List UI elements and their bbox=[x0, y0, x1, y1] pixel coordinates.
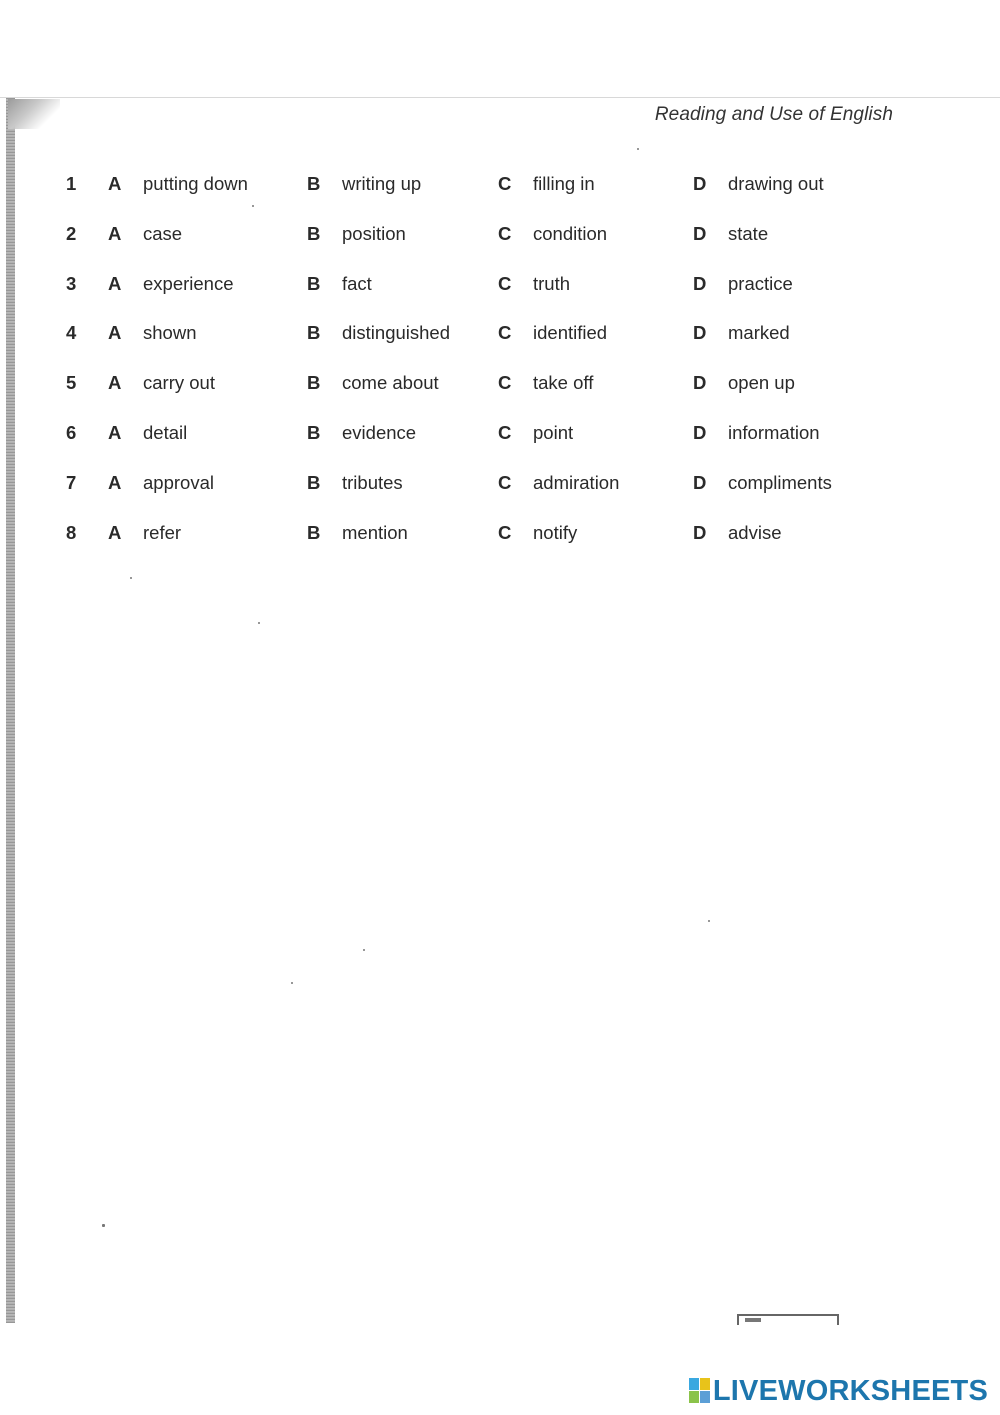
option-letter-a: A bbox=[108, 372, 122, 393]
question-number: 5 bbox=[66, 372, 77, 393]
option-text-b[interactable]: fact bbox=[342, 273, 372, 294]
option-letter-b: B bbox=[307, 223, 321, 244]
option-letter-c: C bbox=[498, 522, 512, 543]
option-letter-a: A bbox=[108, 522, 122, 543]
option-letter-d: D bbox=[693, 522, 707, 543]
option-text-b[interactable]: evidence bbox=[342, 422, 417, 443]
page-top-edge bbox=[0, 97, 1000, 98]
option-text-c[interactable]: admiration bbox=[533, 472, 620, 493]
option-text-b[interactable]: position bbox=[342, 223, 406, 244]
option-letter-a: A bbox=[108, 223, 122, 244]
scan-speck bbox=[708, 920, 710, 922]
option-text-c[interactable]: filling in bbox=[533, 173, 595, 194]
option-letter-c: C bbox=[498, 322, 512, 343]
option-letter-b: B bbox=[307, 422, 321, 443]
option-letter-b: B bbox=[307, 322, 321, 343]
question-number: 6 bbox=[66, 422, 77, 443]
option-letter-b: B bbox=[307, 472, 321, 493]
option-letter-d: D bbox=[693, 372, 707, 393]
question-number: 2 bbox=[66, 223, 77, 244]
scan-speck bbox=[363, 949, 365, 951]
option-text-d[interactable]: open up bbox=[728, 372, 795, 393]
option-text-a[interactable]: shown bbox=[143, 322, 197, 343]
scan-speck bbox=[102, 1224, 105, 1227]
question-number: 1 bbox=[66, 173, 77, 194]
option-letter-d: D bbox=[693, 273, 707, 294]
option-text-d[interactable]: drawing out bbox=[728, 173, 824, 194]
option-text-c[interactable]: identified bbox=[533, 322, 608, 343]
option-letter-b: B bbox=[307, 522, 321, 543]
option-text-d[interactable]: advise bbox=[728, 522, 782, 543]
question-number: 3 bbox=[66, 273, 77, 294]
option-text-c[interactable]: point bbox=[533, 422, 574, 443]
scan-shadow-edge bbox=[6, 98, 15, 1323]
question-number: 8 bbox=[66, 522, 77, 543]
page-stamp-mark bbox=[745, 1318, 761, 1322]
option-letter-a: A bbox=[108, 273, 122, 294]
option-text-d[interactable]: state bbox=[728, 223, 769, 244]
option-text-a[interactable]: approval bbox=[143, 472, 214, 493]
option-letter-d: D bbox=[693, 322, 707, 343]
option-letter-a: A bbox=[108, 173, 122, 194]
option-text-d[interactable]: practice bbox=[728, 273, 793, 294]
option-letter-c: C bbox=[498, 223, 512, 244]
option-letter-d: D bbox=[693, 223, 707, 244]
scan-speck bbox=[258, 622, 260, 624]
scan-speck bbox=[291, 982, 293, 984]
option-text-b[interactable]: tributes bbox=[342, 472, 403, 493]
option-letter-c: C bbox=[498, 372, 512, 393]
option-letter-a: A bbox=[108, 322, 122, 343]
option-letter-c: C bbox=[498, 472, 512, 493]
option-letter-c: C bbox=[498, 273, 512, 294]
liveworksheets-logo-icon bbox=[689, 1378, 711, 1404]
option-text-a[interactable]: experience bbox=[143, 273, 234, 294]
option-letter-a: A bbox=[108, 472, 122, 493]
option-text-c[interactable]: notify bbox=[533, 522, 578, 543]
question-number: 7 bbox=[66, 472, 77, 493]
option-text-b[interactable]: distinguished bbox=[342, 322, 450, 343]
option-text-b[interactable]: writing up bbox=[342, 173, 422, 194]
option-text-b[interactable]: come about bbox=[342, 372, 439, 393]
section-title: Reading and Use of English bbox=[654, 104, 893, 125]
liveworksheets-brand-text: LIVEWORKSHEETS bbox=[712, 1374, 988, 1407]
option-text-c[interactable]: condition bbox=[533, 223, 608, 244]
option-text-c[interactable]: truth bbox=[533, 273, 571, 294]
option-letter-d: D bbox=[693, 472, 707, 493]
question-number: 4 bbox=[66, 322, 77, 343]
scan-shadow-corner bbox=[8, 99, 60, 129]
option-letter-d: D bbox=[693, 173, 707, 194]
option-letter-b: B bbox=[307, 372, 321, 393]
scan-speck bbox=[637, 148, 639, 150]
option-text-d[interactable]: information bbox=[728, 422, 820, 443]
option-text-a[interactable]: putting down bbox=[143, 173, 248, 194]
liveworksheets-logo bbox=[689, 1373, 988, 1409]
option-text-a[interactable]: detail bbox=[143, 422, 188, 443]
option-text-c[interactable]: take off bbox=[533, 372, 594, 393]
option-text-a[interactable]: refer bbox=[143, 522, 182, 543]
option-text-a[interactable]: case bbox=[143, 223, 183, 244]
scan-speck bbox=[252, 205, 254, 207]
option-text-b[interactable]: mention bbox=[342, 522, 408, 543]
option-text-a[interactable]: carry out bbox=[143, 372, 215, 393]
option-text-d[interactable]: marked bbox=[728, 322, 790, 343]
option-text-d[interactable]: compliments bbox=[728, 472, 832, 493]
scan-speck bbox=[130, 577, 132, 579]
option-letter-c: C bbox=[498, 173, 512, 194]
option-letter-b: B bbox=[307, 273, 321, 294]
option-letter-c: C bbox=[498, 422, 512, 443]
option-letter-b: B bbox=[307, 173, 321, 194]
option-letter-a: A bbox=[108, 422, 122, 443]
option-letter-d: D bbox=[693, 422, 707, 443]
